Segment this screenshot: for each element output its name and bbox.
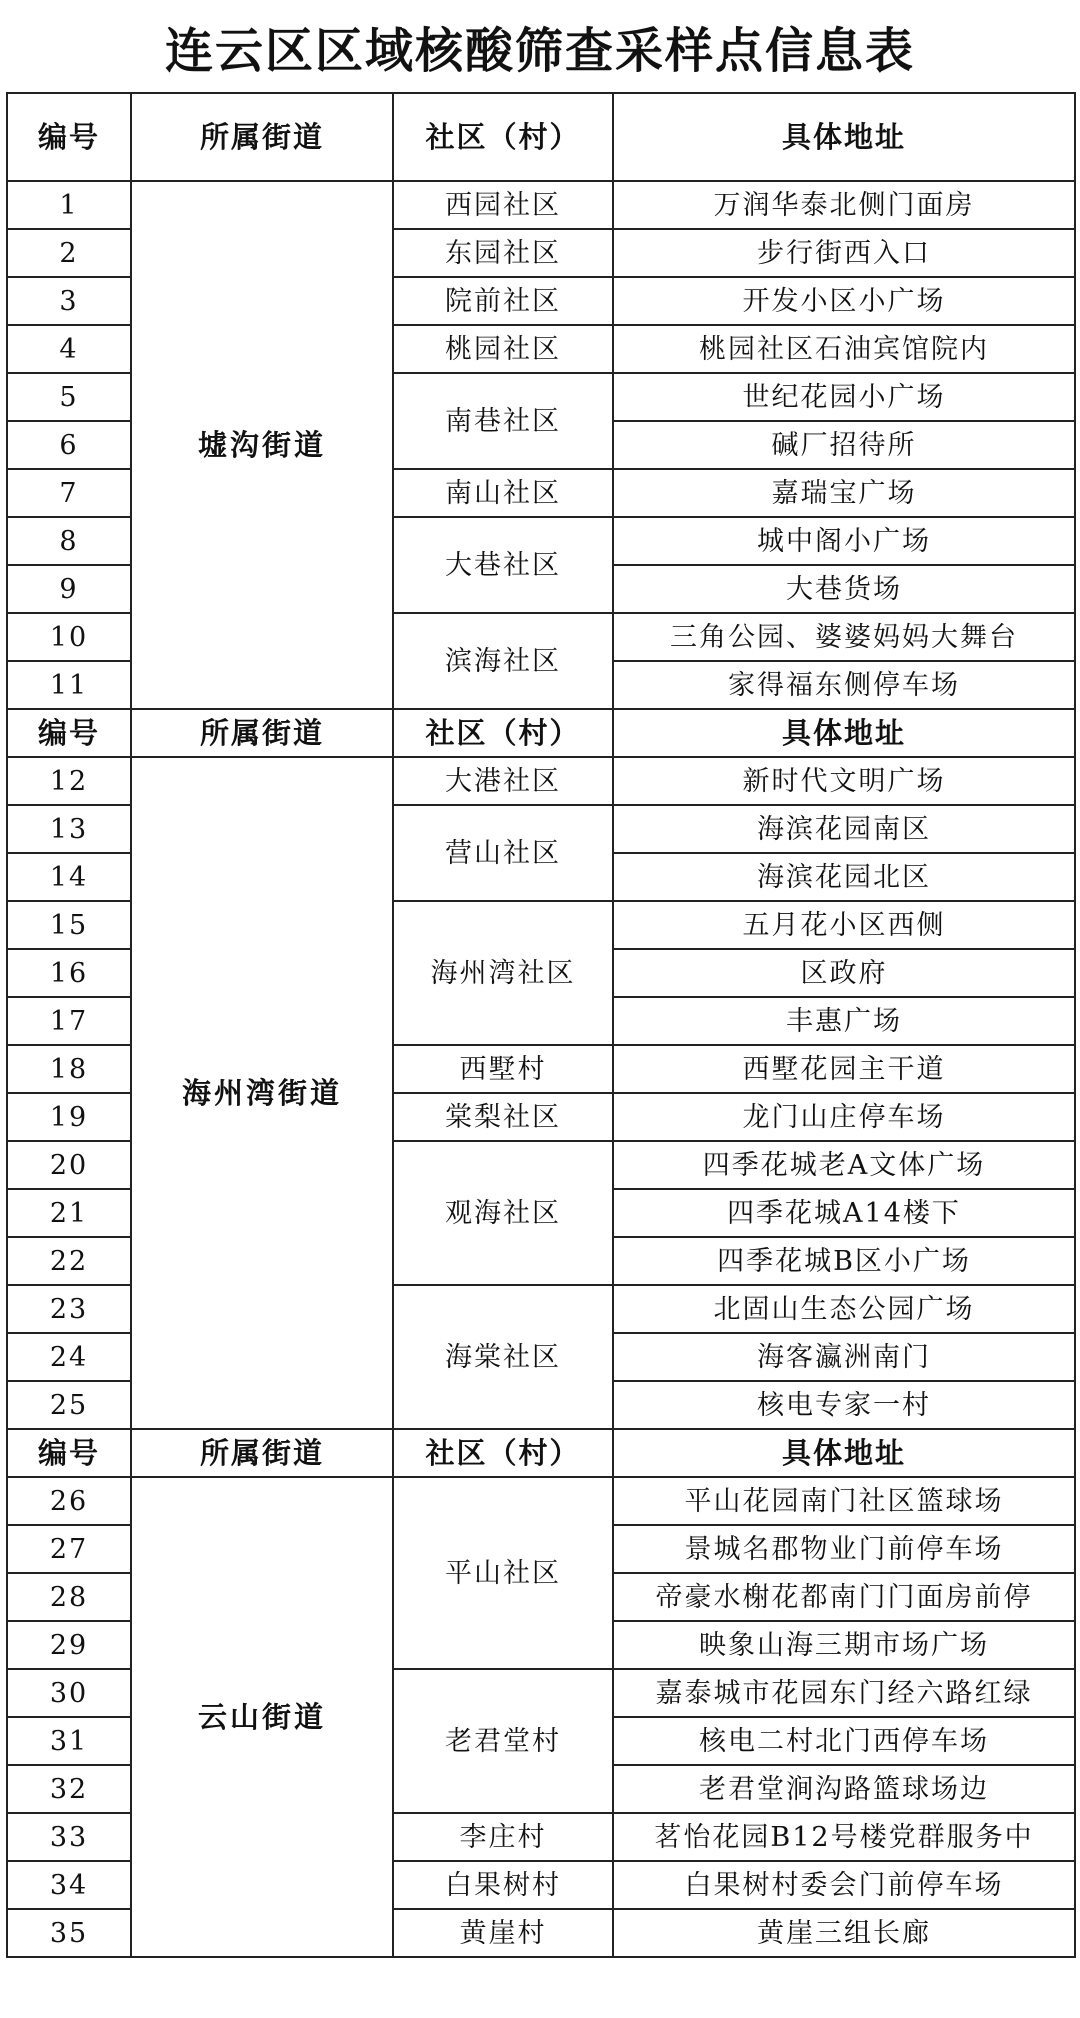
site-address: 白果树村委会门前停车场 (613, 1861, 1075, 1909)
site-id: 23 (7, 1285, 131, 1333)
site-address: 平山花园南门社区篮球场 (613, 1477, 1075, 1525)
table-header-row (7, 1429, 1075, 1477)
community-name: 平山社区 (393, 1477, 613, 1669)
street-name: 墟沟街道 (131, 181, 393, 709)
table-header-row (7, 709, 1075, 757)
site-address: 海客瀛洲南门 (613, 1333, 1075, 1381)
site-id: 12 (7, 757, 131, 805)
community-name: 西园社区 (393, 181, 613, 229)
community-name: 桃园社区 (393, 325, 613, 373)
site-address: 嘉泰城市花园东门经六路红绿 (613, 1669, 1075, 1717)
header-street: 所属街道 (131, 1429, 393, 1477)
community-name: 院前社区 (393, 277, 613, 325)
site-id: 2 (7, 229, 131, 277)
site-id: 28 (7, 1573, 131, 1621)
site-id: 31 (7, 1717, 131, 1765)
site-id: 6 (7, 421, 131, 469)
community-name: 棠梨社区 (393, 1093, 613, 1141)
site-address: 北固山生态公园广场 (613, 1285, 1075, 1333)
site-address: 海滨花园北区 (613, 853, 1075, 901)
site-id: 26 (7, 1477, 131, 1525)
site-id: 20 (7, 1141, 131, 1189)
site-address: 核电专家一村 (613, 1381, 1075, 1429)
table-header-row (7, 93, 1075, 181)
table-row (7, 1477, 1075, 1525)
site-address: 五月花小区西侧 (613, 901, 1075, 949)
site-id: 33 (7, 1813, 131, 1861)
site-id: 7 (7, 469, 131, 517)
site-address: 世纪花园小广场 (613, 373, 1075, 421)
site-address: 家得福东侧停车场 (613, 661, 1075, 709)
site-address: 桃园社区石油宾馆院内 (613, 325, 1075, 373)
site-address: 区政府 (613, 949, 1075, 997)
site-id: 17 (7, 997, 131, 1045)
site-address: 丰惠广场 (613, 997, 1075, 1045)
site-address: 茗怡花园B12号楼党群服务中 (613, 1813, 1075, 1861)
community-name: 观海社区 (393, 1141, 613, 1285)
site-address: 景城名郡物业门前停车场 (613, 1525, 1075, 1573)
site-address: 大巷货场 (613, 565, 1075, 613)
site-address: 四季花城老A文体广场 (613, 1141, 1075, 1189)
site-id: 1 (7, 181, 131, 229)
page-title: 连云区区域核酸筛查采样点信息表 (164, 22, 915, 79)
site-address: 新时代文明广场 (613, 757, 1075, 805)
site-id: 32 (7, 1765, 131, 1813)
header-id: 编号 (7, 1429, 131, 1477)
site-address: 嘉瑞宝广场 (613, 469, 1075, 517)
table-row (7, 181, 1075, 229)
community-name: 南山社区 (393, 469, 613, 517)
site-id: 5 (7, 373, 131, 421)
community-name: 白果树村 (393, 1861, 613, 1909)
community-name: 西墅村 (393, 1045, 613, 1093)
street-name: 云山街道 (131, 1477, 393, 1957)
site-address: 步行街西入口 (613, 229, 1075, 277)
community-name: 营山社区 (393, 805, 613, 901)
site-address: 开发小区小广场 (613, 277, 1075, 325)
header-community: 社区（村） (393, 93, 613, 181)
header-address: 具体地址 (613, 709, 1075, 757)
community-name: 大巷社区 (393, 517, 613, 613)
site-id: 29 (7, 1621, 131, 1669)
site-address: 老君堂涧沟路篮球场边 (613, 1765, 1075, 1813)
sampling-sites-table (6, 92, 1076, 1958)
site-address: 四季花城A14楼下 (613, 1189, 1075, 1237)
site-address: 西墅花园主干道 (613, 1045, 1075, 1093)
site-id: 11 (7, 661, 131, 709)
site-id: 16 (7, 949, 131, 997)
community-name: 滨海社区 (393, 613, 613, 709)
community-name: 李庄村 (393, 1813, 613, 1861)
site-id: 35 (7, 1909, 131, 1957)
site-id: 8 (7, 517, 131, 565)
site-id: 30 (7, 1669, 131, 1717)
site-id: 3 (7, 277, 131, 325)
community-name: 大港社区 (393, 757, 613, 805)
community-name: 南巷社区 (393, 373, 613, 469)
site-id: 15 (7, 901, 131, 949)
site-id: 4 (7, 325, 131, 373)
community-name: 海州湾社区 (393, 901, 613, 1045)
site-address: 万润华泰北侧门面房 (613, 181, 1075, 229)
site-address: 四季花城B区小广场 (613, 1237, 1075, 1285)
site-id: 18 (7, 1045, 131, 1093)
header-community: 社区（村） (393, 1429, 613, 1477)
table-body (7, 93, 1075, 1957)
header-community: 社区（村） (393, 709, 613, 757)
site-address: 映象山海三期市场广场 (613, 1621, 1075, 1669)
community-name: 东园社区 (393, 229, 613, 277)
header-address: 具体地址 (613, 1429, 1075, 1477)
site-id: 9 (7, 565, 131, 613)
site-id: 24 (7, 1333, 131, 1381)
community-name: 老君堂村 (393, 1669, 613, 1813)
header-id: 编号 (7, 93, 131, 181)
community-name: 黄崖村 (393, 1909, 613, 1957)
site-address: 碱厂招待所 (613, 421, 1075, 469)
site-id: 27 (7, 1525, 131, 1573)
site-id: 10 (7, 613, 131, 661)
site-id: 13 (7, 805, 131, 853)
site-id: 21 (7, 1189, 131, 1237)
site-address: 黄崖三组长廊 (613, 1909, 1075, 1957)
community-name: 海棠社区 (393, 1285, 613, 1429)
site-id: 25 (7, 1381, 131, 1429)
site-id: 14 (7, 853, 131, 901)
site-address: 帝豪水榭花都南门门面房前停 (613, 1573, 1075, 1621)
site-address: 三角公园、婆婆妈妈大舞台 (613, 613, 1075, 661)
site-address: 龙门山庄停车场 (613, 1093, 1075, 1141)
site-id: 22 (7, 1237, 131, 1285)
site-address: 海滨花园南区 (613, 805, 1075, 853)
header-address: 具体地址 (613, 93, 1075, 181)
header-street: 所属街道 (131, 709, 393, 757)
site-id: 34 (7, 1861, 131, 1909)
site-id: 19 (7, 1093, 131, 1141)
site-address: 城中阁小广场 (613, 517, 1075, 565)
header-street: 所属街道 (131, 93, 393, 181)
header-id: 编号 (7, 709, 131, 757)
site-address: 核电二村北门西停车场 (613, 1717, 1075, 1765)
street-name: 海州湾街道 (131, 757, 393, 1429)
table-row (7, 757, 1075, 805)
